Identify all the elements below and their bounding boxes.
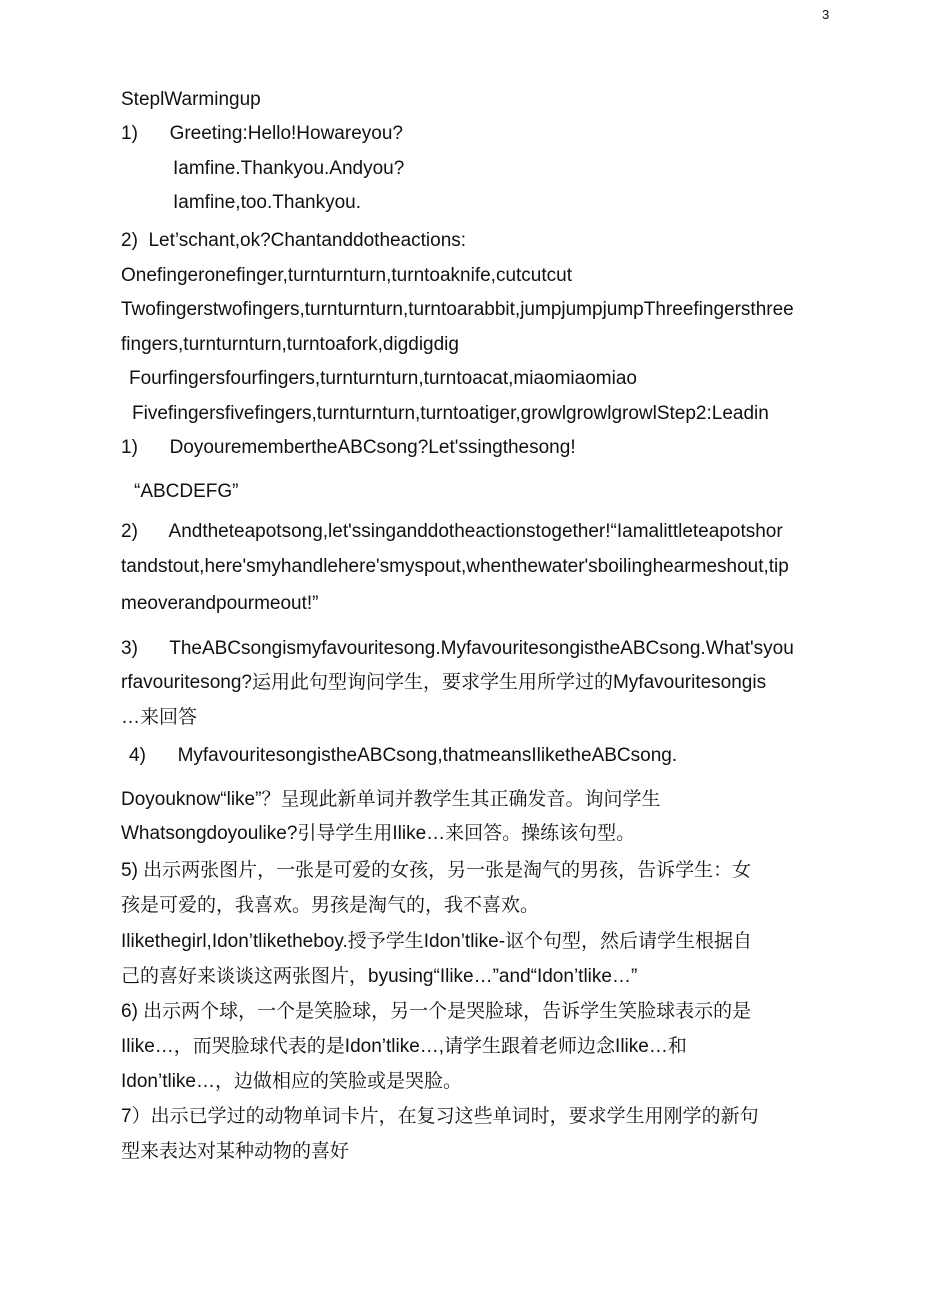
text-line: 6) 出示两个球，一个是笑脸球，另一个是哭脸球，告诉学生笑脸球表示的是 xyxy=(121,1001,752,1022)
text-line: Idon’tlike…，边做相应的笑脸或是哭脸。 xyxy=(121,1071,462,1092)
text-line: rfavouritesong?运用此句型询问学生，要求学生用所学过的Myfavouritesongis xyxy=(121,672,767,693)
text-line: Doyouknow“like”？呈现此新单词并教学生其正确发音。询问学生 xyxy=(121,789,661,810)
text-line: 型来表达对某种动物的喜好 xyxy=(121,1141,350,1162)
text-line: …来回答 xyxy=(121,707,198,728)
text-line: Ilikethegirl,Idon’tliketheboy.授予学生Idon’tlike-讴个句型，然后请学生根据自 xyxy=(121,931,753,952)
text-line: 1) Greeting:Hello!Howareyou? xyxy=(121,123,403,144)
text-line: 2) Let’schant,ok?Chantanddotheactions: xyxy=(121,230,467,251)
text-line: “ABCDEFG” xyxy=(134,481,239,502)
text-line: 4) MyfavouritesongistheABCsong,thatmeansIliketheABCsong. xyxy=(129,745,678,766)
text-line: Iamfine,too.Thankyou. xyxy=(173,192,361,213)
text-line: 孩是可爱的，我喜欢。男孩是淘气的，我不喜欢。 xyxy=(121,895,540,916)
text-line: Iamfine.Thankyou.Andyou? xyxy=(173,158,405,179)
text-line: fingers,turnturnturn,turntoafork,digdigdig xyxy=(121,334,459,355)
text-line: Fivefingersfivefingers,turnturnturn,turntoatiger,growlgrowlgrowlStep2:Leadin xyxy=(132,403,769,424)
text-line: tandstout,here'smyhandlehere'smyspout,whenthewater'sboilinghearmeshout,tip xyxy=(121,556,789,577)
text-line: 1) DoyouremembertheABCsong?Let'ssingthesong! xyxy=(121,437,576,458)
text-line: Ilike…，而哭脸球代表的是Idon’tlike…,请学生跟着老师边念Ilike…和 xyxy=(121,1036,687,1057)
page-number: 3 xyxy=(822,7,830,22)
text-line: 2) Andtheteapotsong,let'ssinganddotheactionstogether!“Iamalittleteapotshor xyxy=(121,521,783,542)
text-line: 己的喜好来谈谈这两张图片，byusing“Ilike…”and“Idon’tlike…” xyxy=(121,966,638,987)
text-line: Whatsongdoyoulike?引导学生用Ilike…来回答。操练该句型。 xyxy=(121,823,636,844)
text-line: Fourfingersfourfingers,turnturnturn,turntoacat,miaomiaomiao xyxy=(129,368,637,389)
text-line: 3) TheABCsongismyfavouritesong.MyfavouritesongistheABCsong.What'syou xyxy=(121,638,794,659)
text-line: 5) 出示两张图片，一张是可爱的女孩，另一张是淘气的男孩，告诉学生：女 xyxy=(121,860,752,881)
text-line: 7）出示已学过的动物单词卡片，在复习这些单词时，要求学生用刚学的新句 xyxy=(121,1106,759,1127)
text-line: SteplWarmingup xyxy=(121,89,261,110)
text-line: Onefingeronefinger,turnturnturn,turntoaknife,cutcutcut xyxy=(121,265,572,286)
text-line: Twofingerstwofingers,turnturnturn,turntoarabbit,jumpjumpjumpThreefingersthree xyxy=(121,299,794,320)
text-line: meoverandpourmeout!” xyxy=(121,593,319,614)
